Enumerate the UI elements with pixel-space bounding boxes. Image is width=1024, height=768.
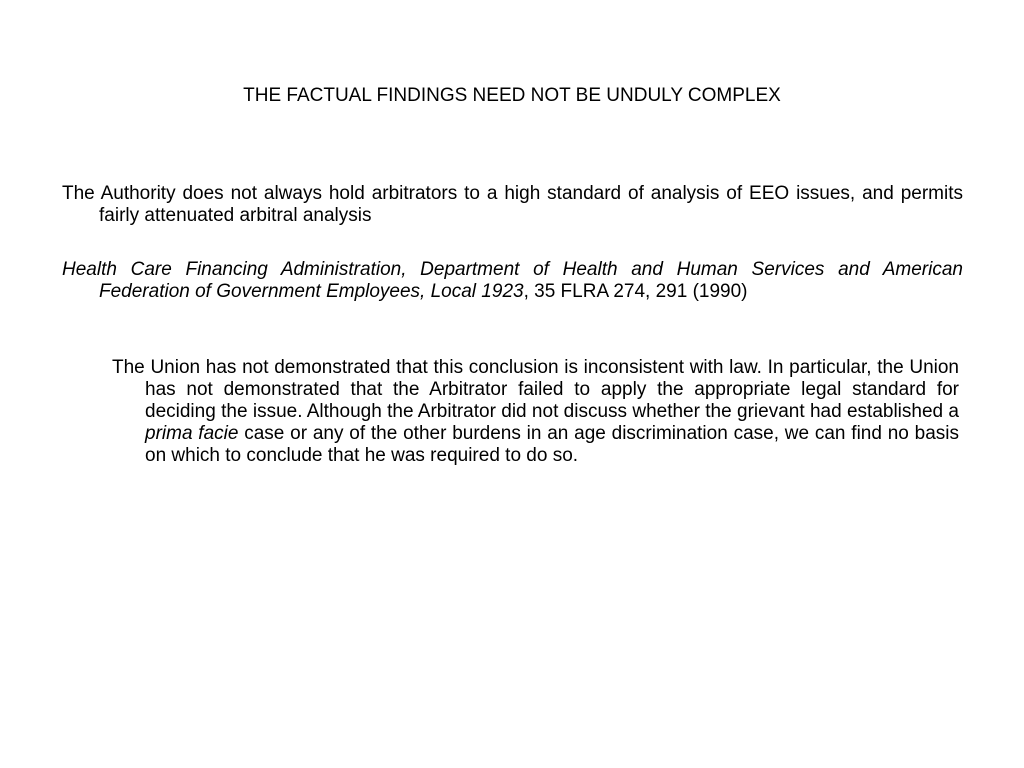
case-reference: , 35 FLRA 274, 291 (1990) — [523, 281, 748, 302]
case-quote — [112, 357, 959, 467]
case-name: Health Care Financing Administration, Department of Health and Human Services and American Federation of Government Employees, Local 1923 — [62, 259, 963, 302]
intro-paragraph: The Authority does not always hold arbitrators to a high standard of analysis of EEO issues, and permits fairly attenuated arbitral analysis — [62, 183, 963, 226]
quote-part-2: case or any of the other burdens in an age discrimination case, we can find no basis on which to conclude that he was required to do so. — [145, 423, 959, 466]
case-citation — [62, 259, 963, 303]
slide-title: THE FACTUAL FINDINGS NEED NOT BE UNDULY COMPLEX — [243, 85, 781, 106]
quote-italic-term: prima facie — [145, 423, 239, 444]
quote-part-1: The Union has not demonstrated that this conclusion is inconsistent with law. In particular, the Union has not demonstrated that the Arbitrator failed to apply the appropriate legal standard for deciding the issue. Although the Arbitrator did not discuss whether the grievant had established a — [112, 357, 959, 422]
